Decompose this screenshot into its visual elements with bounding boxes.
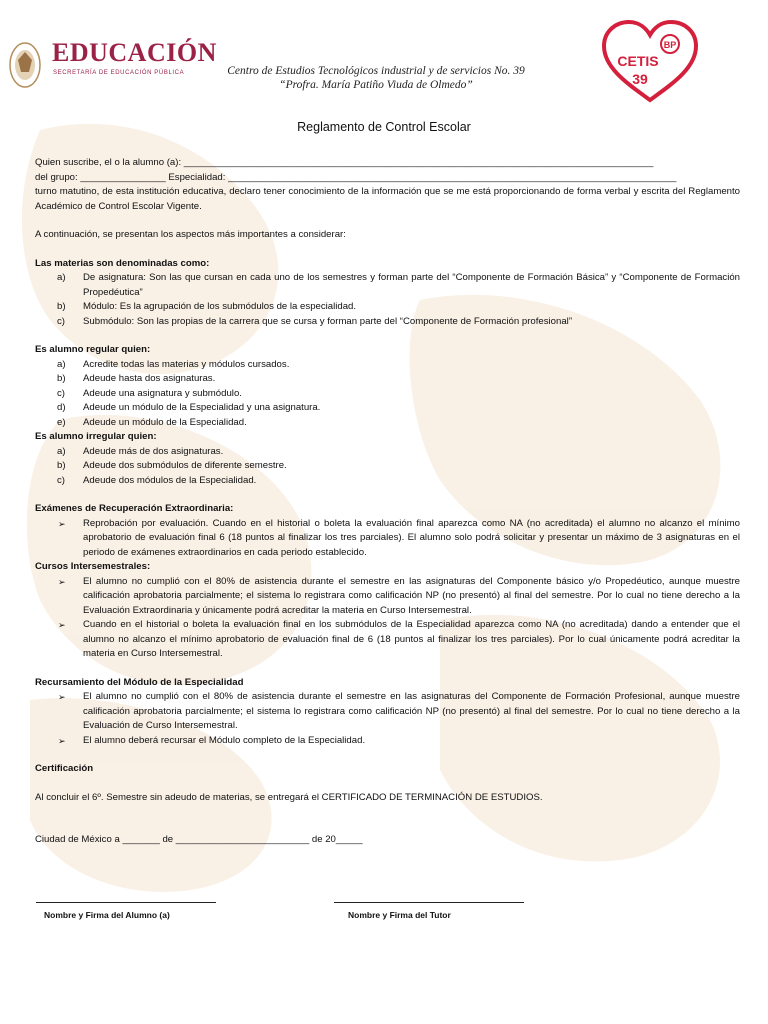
- list-item: ➢ El alumno no cumplió con el 80% de asistencia durante el semestre en las asignaturas del Componente básico y/o Propedéutico, aunque muestre calificación aprobatoria parcialmente; el sistema lo registrara como calificación NP (no presentó) al final del semestre. Por lo cual no tiene derecho a la Evaluación Extraordinaria y únicamente podrá acreditar la materia en Curso Intersemestral.: [58, 575, 740, 616]
- section-heading-examenes: Exámenes de Recuperación Extraordinaria:: [35, 503, 234, 514]
- list-item: ➢ El alumno deberá recursar el Módulo completo de la Especialidad.: [35, 734, 740, 749]
- student-signature-label: Nombre y Firma del Alumno (a): [44, 910, 170, 920]
- place-date-line: Ciudad de México a _______ de _________________________ de 20_____: [35, 834, 363, 845]
- list-item: ➢ Reprobación por evaluación. Cuando en el historial o boleta la evaluación final aparezca como NA (no acreditada) el alumno no alcanzo el mínimo aprobatorio de evaluación final 6 (18 puntos al finalizar los tres parciales). El alumno solo podrá solicitar y presentar un máximo de 3 asignaturas en el periodo de exámenes extraordinarios en cada periodo establecido.: [58, 517, 740, 558]
- page-header: [0, 0, 768, 110]
- national-seal-icon: [8, 40, 42, 90]
- arrow-bullet-icon: ➢: [58, 692, 66, 702]
- list-item: ➢ El alumno no cumplió con el 80% de asistencia durante el semestre en las asignaturas del Componente de Formación Profesional, aunque muestre calificación aprobatoria parcialmente; el sistema lo registrara como calificación NP (no presentó) al final del semestre. Por lo cual no tiene derecho a la Evaluación de Curso Intersemestral.: [58, 691, 740, 731]
- arrow-bullet-icon: ➢: [58, 576, 66, 587]
- continuation-text: A continuación, se presentan los aspectos más importantes a considerar:: [35, 229, 346, 240]
- section-heading-recursamiento: Recursamiento del Módulo de la Especialidad: [35, 676, 244, 688]
- list-item: b) Adeude dos submódulos de diferente semestre.: [57, 460, 287, 471]
- list-item: ➢ Cuando en el historial o boleta la evaluación final en los submódulos de la Especialidad aparezca como NA (no acreditada) dando a entender que el alumno no alcanzo el mínimo aprobatorio de evaluación final de 6 (18 puntos al finalizar los tres parciales). Por lo cual únicamente podrá acreditar la materia en Curso Intersemestral.: [58, 619, 740, 659]
- list-item: a) Adeude más de dos asignaturas.: [57, 445, 224, 457]
- list-item: d) Adeude un módulo de la Especialidad y una asignatura.: [57, 402, 321, 413]
- section-heading-materias: Las materias son denominadas como:: [35, 257, 210, 269]
- cetis-heart-logo: [598, 18, 702, 104]
- list-item: a) De asignatura: Son las que cursan en cada uno de los semestres y forman parte del “Componente de Formación Básica” y “Componente de Formación Propedéutica”: [57, 272, 740, 298]
- list-item: b) Adeude hasta dos asignaturas.: [57, 373, 216, 384]
- section-heading-certificacion: Certificación: [35, 763, 94, 774]
- arrow-bullet-icon: ➢: [58, 620, 66, 630]
- intro-line-2: del grupo: ________________ Especialidad: ____________________________________________________________________________________: [35, 171, 677, 183]
- intro-line-3: turno matutino, de esta institución educativa, declaro tener conocimiento de la información que se me está proporcionando de forma verbal y escrita del Reglamento Académico de Control Escolar Vigente.: [35, 186, 740, 212]
- section-heading-irregular: Es alumno irregular quien:: [35, 431, 157, 442]
- list-item: a) Acredite todas las materias y módulos cursados.: [57, 358, 290, 370]
- list-item: c) Adeude una asignatura y submódulo.: [57, 387, 242, 399]
- arrow-bullet-icon: ➢: [58, 518, 66, 529]
- section-heading-cursos: Cursos Intersemestrales:: [35, 561, 151, 572]
- logo-badge: BP: [663, 40, 677, 50]
- section-heading-regular: Es alumno regular quien:: [35, 344, 151, 355]
- arrow-bullet-icon: ➢: [58, 735, 66, 746]
- school-line-2: “Profra. María Patiño Viuda de Olmedo”: [279, 79, 473, 91]
- list-item: e) Adeude un módulo de la Especialidad.: [57, 416, 247, 428]
- brand-title: EDUCACIÓN: [52, 38, 217, 67]
- logo-number: 39: [632, 71, 648, 87]
- school-line-1: Centro de Estudios Tecnológicos industrial y de servicios No. 39: [227, 65, 525, 77]
- intro-line-1: Quien suscribe, el o la alumno (a): ________________________________________________________________________________________: [35, 157, 654, 168]
- list-item: c) Submódulo: Son las propias de la carrera que se cursa y forman parte del “Componente de Formación profesional”: [57, 315, 573, 327]
- document-body: [35, 156, 740, 848]
- document-title: Reglamento de Control Escolar: [297, 120, 471, 134]
- certificacion-text: Al concluir el 6º. Semestre sin adeudo de materias, se entregará el CERTIFICADO DE TERMINACIÓN DE ESTUDIOS.: [35, 791, 543, 803]
- brand-subtitle: SECRETARÍA DE EDUCACIÓN PÚBLICA: [53, 70, 185, 76]
- logo-text: CETIS: [617, 53, 659, 69]
- list-item: c) Adeude dos módulos de la Especialidad.: [57, 474, 257, 486]
- tutor-signature-line: [334, 902, 524, 903]
- list-item: b) Módulo: Es la agrupación de los submódulos de la especialidad.: [57, 301, 357, 312]
- school-name: [200, 64, 552, 92]
- student-signature-line: [36, 902, 216, 903]
- tutor-signature-label: Nombre y Firma del Tutor: [348, 910, 451, 920]
